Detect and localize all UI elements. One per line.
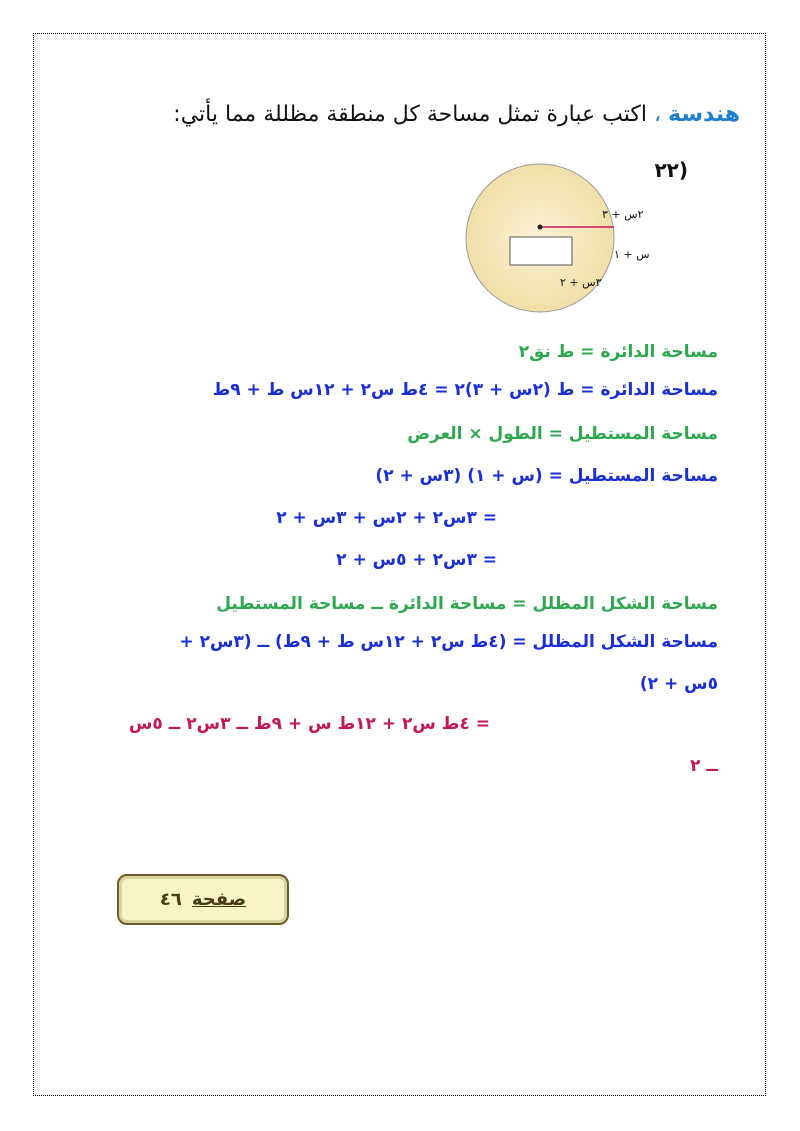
solution-line-3: مساحة المستطيل = الطول × العرض <box>407 424 718 444</box>
center-point <box>538 225 543 230</box>
solution-line-9: ٥س + ٢) <box>639 674 718 694</box>
solution-line-5: = ٣س٢ + ٢س + ٣س + ٢ <box>276 508 497 528</box>
heading-colon: ، <box>653 102 662 127</box>
page-number: ٤٦ <box>159 889 182 910</box>
solution-line-1: مساحة الدائرة = ط نق٢ <box>518 342 718 362</box>
page-number-badge <box>117 874 289 925</box>
solution-line-8: مساحة الشكل المظلل = (٤ط س٢ + ١٢س ط + ٩ط) ــ (٣س٢ + <box>179 632 718 652</box>
rect-bottom-label: ٣س + ٢ <box>560 276 602 289</box>
solution-line-6: = ٣س٢ + ٥س + ٢ <box>336 550 497 570</box>
heading-tag: هندسة <box>668 102 740 127</box>
rect-side-label: س + ١ <box>614 248 650 261</box>
solution-line-2: مساحة الدائرة = ط (٢س + ٣)٢ = ٤ط س٢ + ١٢س ط + ٩ط <box>212 380 718 400</box>
solution-line-11: ــ ٢ <box>690 756 718 776</box>
question-number: (٢٢ <box>654 158 688 182</box>
solution-line-10: = ٤ط س٢ + ١٢ط س + ٩ط ــ ٣س٢ ــ ٥س <box>128 714 490 734</box>
solution-line-4: مساحة المستطيل = (س + ١) (٣س + ٢) <box>375 466 718 486</box>
page-label: صفحة <box>191 889 247 910</box>
exercise-heading <box>173 102 740 127</box>
heading-instruction: اكتب عبارة تمثل مساحة كل منطقة مظللة مما يأتي: <box>173 102 647 127</box>
radius-label: ٢س + ٣ <box>602 208 644 221</box>
circle-figure <box>462 160 650 316</box>
inner-rectangle <box>510 237 572 265</box>
solution-line-7: مساحة الشكل المظلل = مساحة الدائرة ــ مساحة المستطيل <box>216 594 718 614</box>
